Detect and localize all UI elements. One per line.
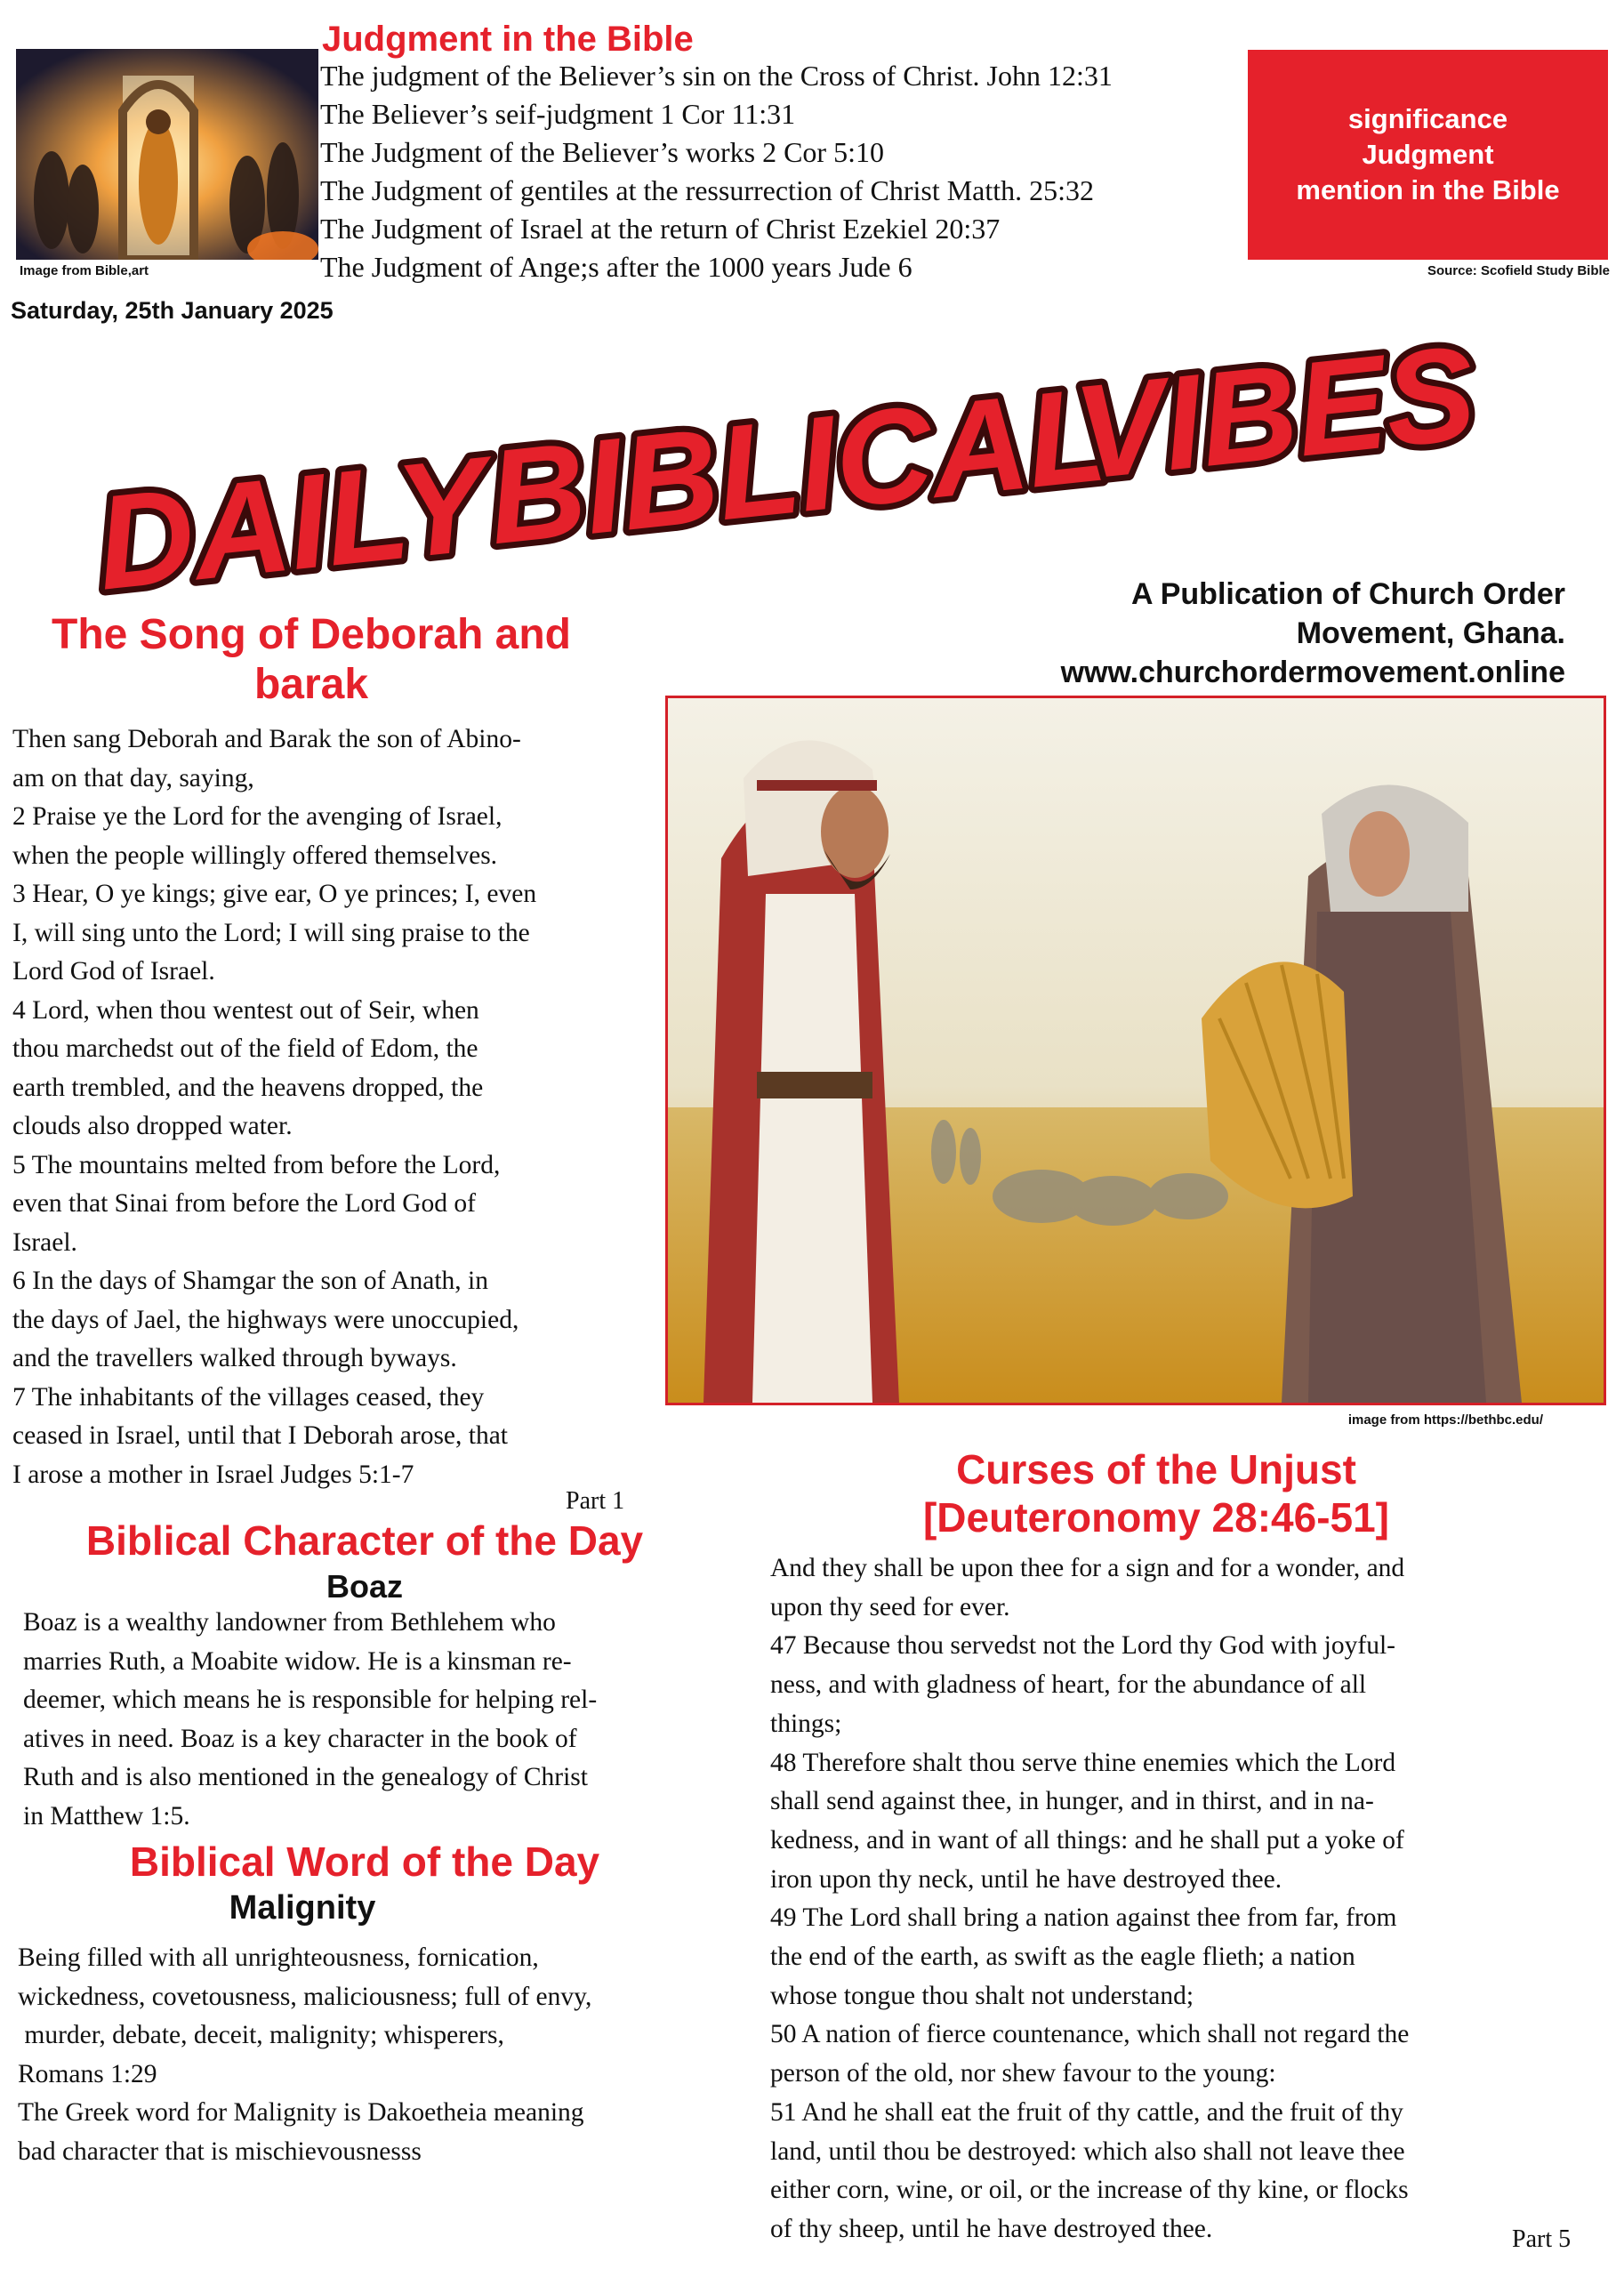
- character-line: in Matthew 1:5.: [23, 1801, 190, 1830]
- song-line: Lord God of Israel.: [12, 957, 215, 986]
- curses-line: shall send against thee, in hunger, and in thirst, and in na-: [770, 1787, 1374, 1816]
- word-line: bad character that is mischievousnesss: [18, 2136, 422, 2166]
- word-name: Malignity: [229, 1889, 376, 1927]
- curses-line: And they shall be upon thee for a sign and for a wonder, and: [770, 1554, 1405, 1582]
- curses-line: 50 A nation of fierce countenance, which shall not regard the: [770, 2020, 1410, 2049]
- song-line: even that Sinai from before the Lord God of: [12, 1189, 477, 1218]
- word-line: murder, debate, deceit, malignity; whisperers,: [18, 2021, 504, 2049]
- judgment-illustration-art: [16, 49, 318, 260]
- publication-info: [925, 575, 1565, 692]
- source-caption: Source: Scofield Study Bible: [1427, 263, 1610, 278]
- song-title-line: barak: [253, 661, 369, 708]
- masthead-word-biblical: BIBLICAL: [481, 358, 1116, 573]
- publication-line: Movement, Ghana.: [1296, 616, 1565, 650]
- curses-line: whose tongue thou shalt not understand;: [770, 1981, 1194, 2010]
- curses-line: 47 Because thou servedst not the Lord thy God with joyful-: [770, 1631, 1395, 1661]
- song-body: [12, 720, 653, 1494]
- song-part-label: Part 1: [566, 1487, 625, 1515]
- judgment-item: The Judgment of the Believer’s works 2 Cor 5:10: [320, 136, 884, 168]
- word-line: Being filled with all unrighteousness, fornication,: [18, 1943, 539, 1972]
- character-line: atives in need. Boaz is a key character in the book of: [23, 1724, 577, 1753]
- song-line: 2 Praise ye the Lord for the avenging of Israel,: [12, 802, 502, 831]
- song-line: am on that day, saying,: [12, 763, 254, 793]
- song-title-line: The Song of Deborah and: [52, 611, 571, 658]
- significance-line: significance: [1347, 103, 1508, 134]
- main-image-caption: image from https://bethbc.edu/: [1347, 1412, 1543, 1428]
- song-line: and the travellers walked through byways.: [12, 1344, 457, 1372]
- curses-line: iron upon thy neck, until he have destroyed thee.: [770, 1864, 1282, 1894]
- publication-website[interactable]: www.churchordermovement.online: [1060, 656, 1565, 689]
- song-line: 5 The mountains melted from before the Lord,: [12, 1150, 501, 1179]
- curses-line: 48 Therefore shalt thou serve thine enemies which the Lord: [770, 1748, 1396, 1777]
- song-line: thou marchedst out of the field of Edom, the: [12, 1034, 478, 1063]
- character-body: [23, 1604, 740, 1836]
- curses-line: upon thy seed for ever.: [770, 1592, 1010, 1621]
- character-name: Boaz: [326, 1568, 403, 1605]
- curses-line: kedness, and in want of all things: and he shall put a yoke of: [770, 1825, 1404, 1855]
- character-line: marries Ruth, a Moabite widow. He is a kinsman re-: [23, 1646, 572, 1676]
- song-line: ceased in Israel, until that I Deborah arose, that: [12, 1421, 508, 1450]
- masthead-word-daily: DAILY: [90, 428, 494, 618]
- curses-line: of thy sheep, until he have destroyed thee.: [770, 2214, 1213, 2243]
- curses-line: ness, and with gladness of heart, for the abundance of all: [770, 1670, 1367, 1700]
- boaz-ruth-illustration: [665, 696, 1606, 1405]
- curses-line: 49 The Lord shall bring a nation against thee from far, from: [770, 1903, 1397, 1933]
- judgment-title: Judgment in the Bible: [322, 20, 694, 59]
- publication-line: A Publication of Church Order: [1131, 577, 1565, 611]
- character-line: Boaz is a wealthy landowner from Bethlehem who: [23, 1608, 556, 1637]
- judgment-item: The Judgment of gentiles at the ressurrection of Christ Matth. 25:32: [320, 174, 1095, 206]
- judgment-item: The judgment of the Believer’s sin on the Cross of Christ. John 12:31: [320, 60, 1113, 92]
- song-line: 6 In the days of Shamgar the son of Anath, in: [12, 1267, 489, 1295]
- song-line: 3 Hear, O ye kings; give ear, O ye princes; I, even: [12, 880, 537, 908]
- issue-date: Saturday, 25th January 2025: [11, 297, 334, 324]
- curses-line: person of the old, nor shew favour to the young:: [770, 2059, 1276, 2088]
- song-line: Then sang Deborah and Barak the son of Abino-: [12, 725, 521, 753]
- curses-title-line: Curses of the Unjust: [956, 1446, 1356, 1493]
- word-title: Biblical Word of the Day: [129, 1838, 600, 1885]
- significance-line: Judgment: [1362, 139, 1494, 170]
- judgment-item: The Believer’s seif-judgment 1 Cor 11:31: [320, 98, 796, 130]
- song-line: 7 The inhabitants of the villages ceased, they: [12, 1382, 485, 1412]
- song-line: 4 Lord, when thou wentest out of Seir, when: [12, 995, 479, 1025]
- significance-line: mention in the Bible: [1296, 174, 1560, 205]
- song-line: I, will sing unto the Lord; I will sing praise to the: [12, 918, 530, 947]
- boaz-ruth-illustration-art: [668, 698, 1604, 1403]
- song-line: earth trembled, and the heavens dropped, the: [12, 1073, 484, 1102]
- curses-title: [800, 1445, 1512, 1541]
- song-line: Israel.: [12, 1227, 77, 1257]
- significance-box: [1248, 50, 1608, 260]
- song-line: I arose a mother in Israel Judges 5:1-7: [12, 1460, 414, 1489]
- curses-line: 51 And he shall eat the fruit of thy cattle, and the fruit of thy: [770, 2097, 1403, 2127]
- curses-part-label: Part 5: [1512, 2225, 1572, 2253]
- character-title: Biblical Character of the Day: [85, 1517, 644, 1564]
- song-line: clouds also dropped water.: [12, 1112, 293, 1140]
- image-caption: Image from Bible,art: [20, 263, 149, 278]
- word-line: Romans 1:29: [18, 2059, 157, 2088]
- character-line: deemer, which means he is responsible for helping rel-: [23, 1686, 598, 1714]
- word-body: [18, 1939, 747, 2171]
- song-line: when the people willingly offered themselves.: [12, 841, 498, 870]
- song-title: [9, 610, 614, 710]
- word-line: wickedness, covetousness, maliciousness; full of envy,: [18, 1982, 592, 2011]
- judgment-illustration: [16, 49, 318, 260]
- judgment-list: [320, 57, 1245, 286]
- curses-line: land, until thou be destroyed: which also shall not leave thee: [770, 2136, 1405, 2166]
- curses-body: [770, 1549, 1571, 2249]
- judgment-item: The Judgment of Israel at the return of Christ Ezekiel 20:37: [320, 213, 1001, 245]
- curses-line: things;: [770, 1709, 842, 1738]
- character-line: Ruth and is also mentioned in the genealogy of Christ: [23, 1763, 588, 1791]
- curses-line: either corn, wine, or oil, or the increase of thy kine, or flocks: [770, 2176, 1409, 2205]
- word-line: The Greek word for Malignity is Dakoetheia meaning: [18, 2098, 584, 2127]
- masthead-word-vibes: VIBES: [1067, 317, 1482, 508]
- curses-line: the end of the earth, as swift as the eagle flieth; a nation: [770, 1943, 1355, 1972]
- song-line: the days of Jael, the highways were unoccupied,: [12, 1305, 519, 1334]
- curses-reference: [Deuteronomy 28:46-51]: [922, 1494, 1390, 1541]
- judgment-item: The Judgment of Ange;s after the 1000 years Jude 6: [320, 251, 912, 283]
